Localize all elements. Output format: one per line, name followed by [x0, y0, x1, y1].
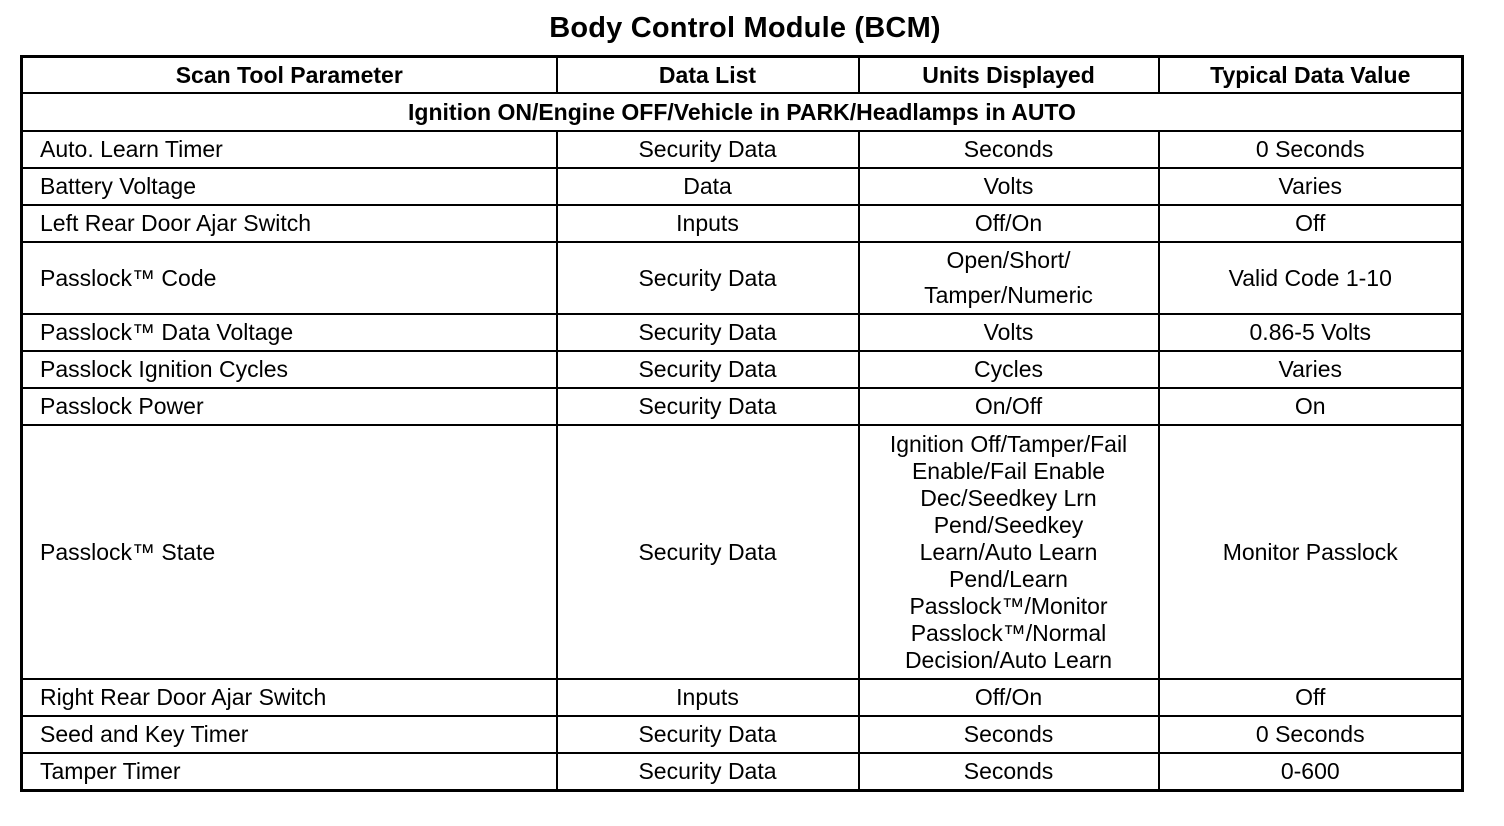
table-row — [22, 205, 1463, 242]
units-cell: Seconds — [859, 753, 1159, 791]
units-cell: Cycles — [859, 351, 1159, 388]
table-row — [22, 753, 1463, 791]
units-line: Ignition Off/Tamper/Fail — [889, 430, 1128, 457]
column-header-units: Units Displayed — [859, 57, 1159, 94]
data-list-cell: Security Data — [557, 388, 859, 425]
table-row — [22, 351, 1463, 388]
data-list-cell: Inputs — [557, 679, 859, 716]
data-list-cell: Data — [557, 168, 859, 205]
units-line: Enable/Fail Enable — [911, 457, 1106, 484]
parameter-cell: Passlock™ Code — [22, 242, 557, 314]
units-cell: Seconds — [859, 716, 1159, 753]
typical-value-cell: 0 Seconds — [1159, 716, 1463, 753]
table-row — [22, 168, 1463, 205]
parameter-cell: Tamper Timer — [22, 753, 557, 791]
parameter-cell: Passlock™ State — [22, 425, 557, 679]
units-line: Passlock™/Normal — [910, 619, 1107, 646]
typical-value-cell: Monitor Passlock — [1159, 425, 1463, 679]
units-cell: Volts — [859, 314, 1159, 351]
units-line: Pend/Learn — [949, 565, 1068, 592]
typical-value-cell: Valid Code 1-10 — [1159, 242, 1463, 314]
parameter-cell: Right Rear Door Ajar Switch — [22, 679, 557, 716]
parameter-cell: Passlock™ Data Voltage — [22, 314, 557, 351]
units-line: Dec/Seedkey Lrn — [920, 484, 1097, 511]
parameter-cell: Passlock Power — [22, 388, 557, 425]
units-cell: Seconds — [859, 131, 1159, 168]
data-list-cell: Security Data — [557, 242, 859, 314]
data-list-cell: Security Data — [557, 131, 859, 168]
units-line: Passlock™/Monitor — [909, 592, 1108, 619]
parameter-cell: Seed and Key Timer — [22, 716, 557, 753]
parameter-cell: Passlock Ignition Cycles — [22, 351, 557, 388]
units-cell — [859, 425, 1159, 679]
data-list-cell: Security Data — [557, 314, 859, 351]
typical-value-cell: Varies — [1159, 351, 1463, 388]
test-condition: Ignition ON/Engine OFF/Vehicle in PARK/Headlamps in AUTO — [22, 93, 1463, 131]
units-line: Tamper/Numeric — [924, 282, 1093, 308]
bcm-data-table — [20, 55, 1464, 792]
data-list-cell: Security Data — [557, 425, 859, 679]
typical-value-cell: 0.86-5 Volts — [1159, 314, 1463, 351]
table-row — [22, 388, 1463, 425]
typical-value-cell: Off — [1159, 205, 1463, 242]
table-row — [22, 679, 1463, 716]
table-row — [22, 242, 1463, 314]
table-row — [22, 314, 1463, 351]
table-row — [22, 425, 1463, 679]
units-cell: Off/On — [859, 679, 1159, 716]
parameter-cell: Battery Voltage — [22, 168, 557, 205]
column-header-typical-value: Typical Data Value — [1159, 57, 1463, 94]
typical-value-cell: On — [1159, 388, 1463, 425]
typical-value-cell: 0-600 — [1159, 753, 1463, 791]
column-header-data-list: Data List — [557, 57, 859, 94]
units-cell: Off/On — [859, 205, 1159, 242]
table-row — [22, 131, 1463, 168]
typical-value-cell: Off — [1159, 679, 1463, 716]
data-list-cell: Inputs — [557, 205, 859, 242]
typical-value-cell: 0 Seconds — [1159, 131, 1463, 168]
column-header-parameter: Scan Tool Parameter — [22, 57, 557, 94]
data-list-cell: Security Data — [557, 351, 859, 388]
page-title: Body Control Module (BCM) — [549, 12, 941, 44]
units-line: Open/Short/ — [946, 247, 1071, 273]
condition-row — [22, 93, 1463, 131]
parameter-cell: Auto. Learn Timer — [22, 131, 557, 168]
units-line: Pend/Seedkey — [933, 511, 1084, 538]
typical-value-cell: Varies — [1159, 168, 1463, 205]
parameter-cell: Left Rear Door Ajar Switch — [22, 205, 557, 242]
units-cell — [859, 242, 1159, 314]
data-list-cell: Security Data — [557, 716, 859, 753]
units-line: Decision/Auto Learn — [904, 646, 1113, 673]
units-line: Learn/Auto Learn — [919, 538, 1098, 565]
table-row — [22, 716, 1463, 753]
table-header-row — [22, 57, 1463, 94]
data-list-cell: Security Data — [557, 753, 859, 791]
units-cell: Volts — [859, 168, 1159, 205]
units-cell: On/Off — [859, 388, 1159, 425]
